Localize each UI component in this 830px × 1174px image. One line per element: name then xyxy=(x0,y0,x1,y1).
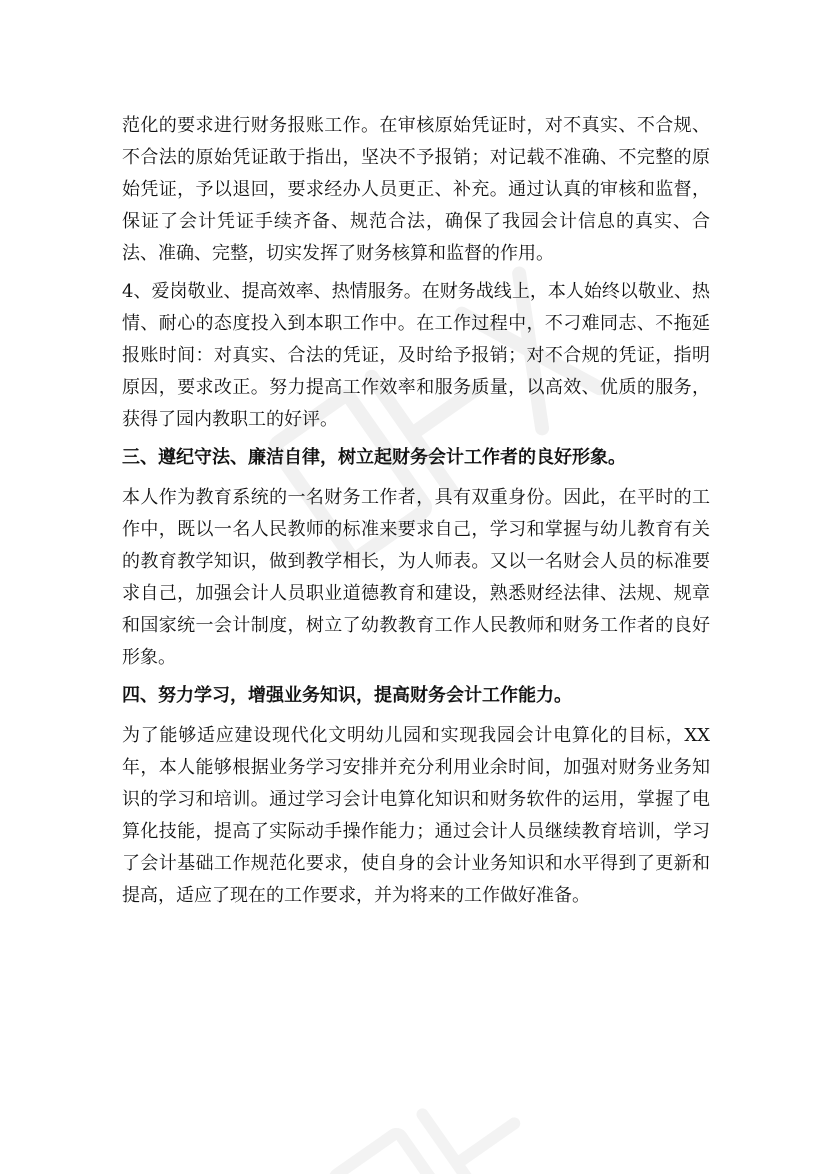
document-body xyxy=(122,110,710,918)
paragraph-continuation: 范化的要求进行财务报账工作。在审核原始凭证时，对不真实、不合规、不合法的原始凭证敢于指出，坚决不予报销；对记载不准确、不完整的原始凭证，予以退回，要求经办人员更正、补充。通过认真的审核和监督，保证了会计凭证手续齐备、规范合法，确保了我园会计信息的真实、合法、准确、完整，切实发挥了财务核算和监督的作用。 xyxy=(122,115,710,264)
paragraph-section-3: 本人作为教育系统的一名财务工作者，具有双重身份。因此，在平时的工作中，既以一名人民教师的标准来要求自己，学习和掌握与幼儿教育有关的教育教学知识，做到教学相长，为人师表。又以一名财会人员的标准要求自己，加强会计人员职业道德教育和建设，熟悉财经法律、法规、规章和国家统一会计制度，树立了幼教教育工作人民教师和财务工作者的良好形象。 xyxy=(122,487,710,668)
section-heading-4: 四、努力学习，增强业务知识，提高财务会计工作能力。 xyxy=(122,685,572,706)
paragraph-item-4: 4、爱岗敬业、提高效率、热情服务。在财务战线上，本人始终以敬业、热情、耐心的态度投入到本职工作中。在工作过程中，不刁难同志、不拖延报账时间：对真实、合法的凭证，及时给予报销；对不合规的凭证，指明原因，要求改正。努力提高工作效率和服务质量，以高效、优质的服务，获得了园内教职工的好评。 xyxy=(122,281,710,430)
paragraph-section-4: 为了能够适应建设现代化文明幼儿园和实现我园会计电算化的目标，XX年，本人能够根据业务学习安排并充分利用业余时间，加强对财务业务知识的学习和培训。通过学习会计电算化知识和财务软件的运用，掌握了电算化技能，提高了实际动手操作能力；通过会计人员继续教育培训，学习了会计基础工作规范化要求，使自身的会计业务知识和水平得到了更新和提高，适应了现在的工作要求，并为将来的工作做好准备。 xyxy=(122,725,710,906)
section-heading-3: 三、遵纪守法、廉洁自律，树立起财务会计工作者的良好形象。 xyxy=(122,447,626,468)
